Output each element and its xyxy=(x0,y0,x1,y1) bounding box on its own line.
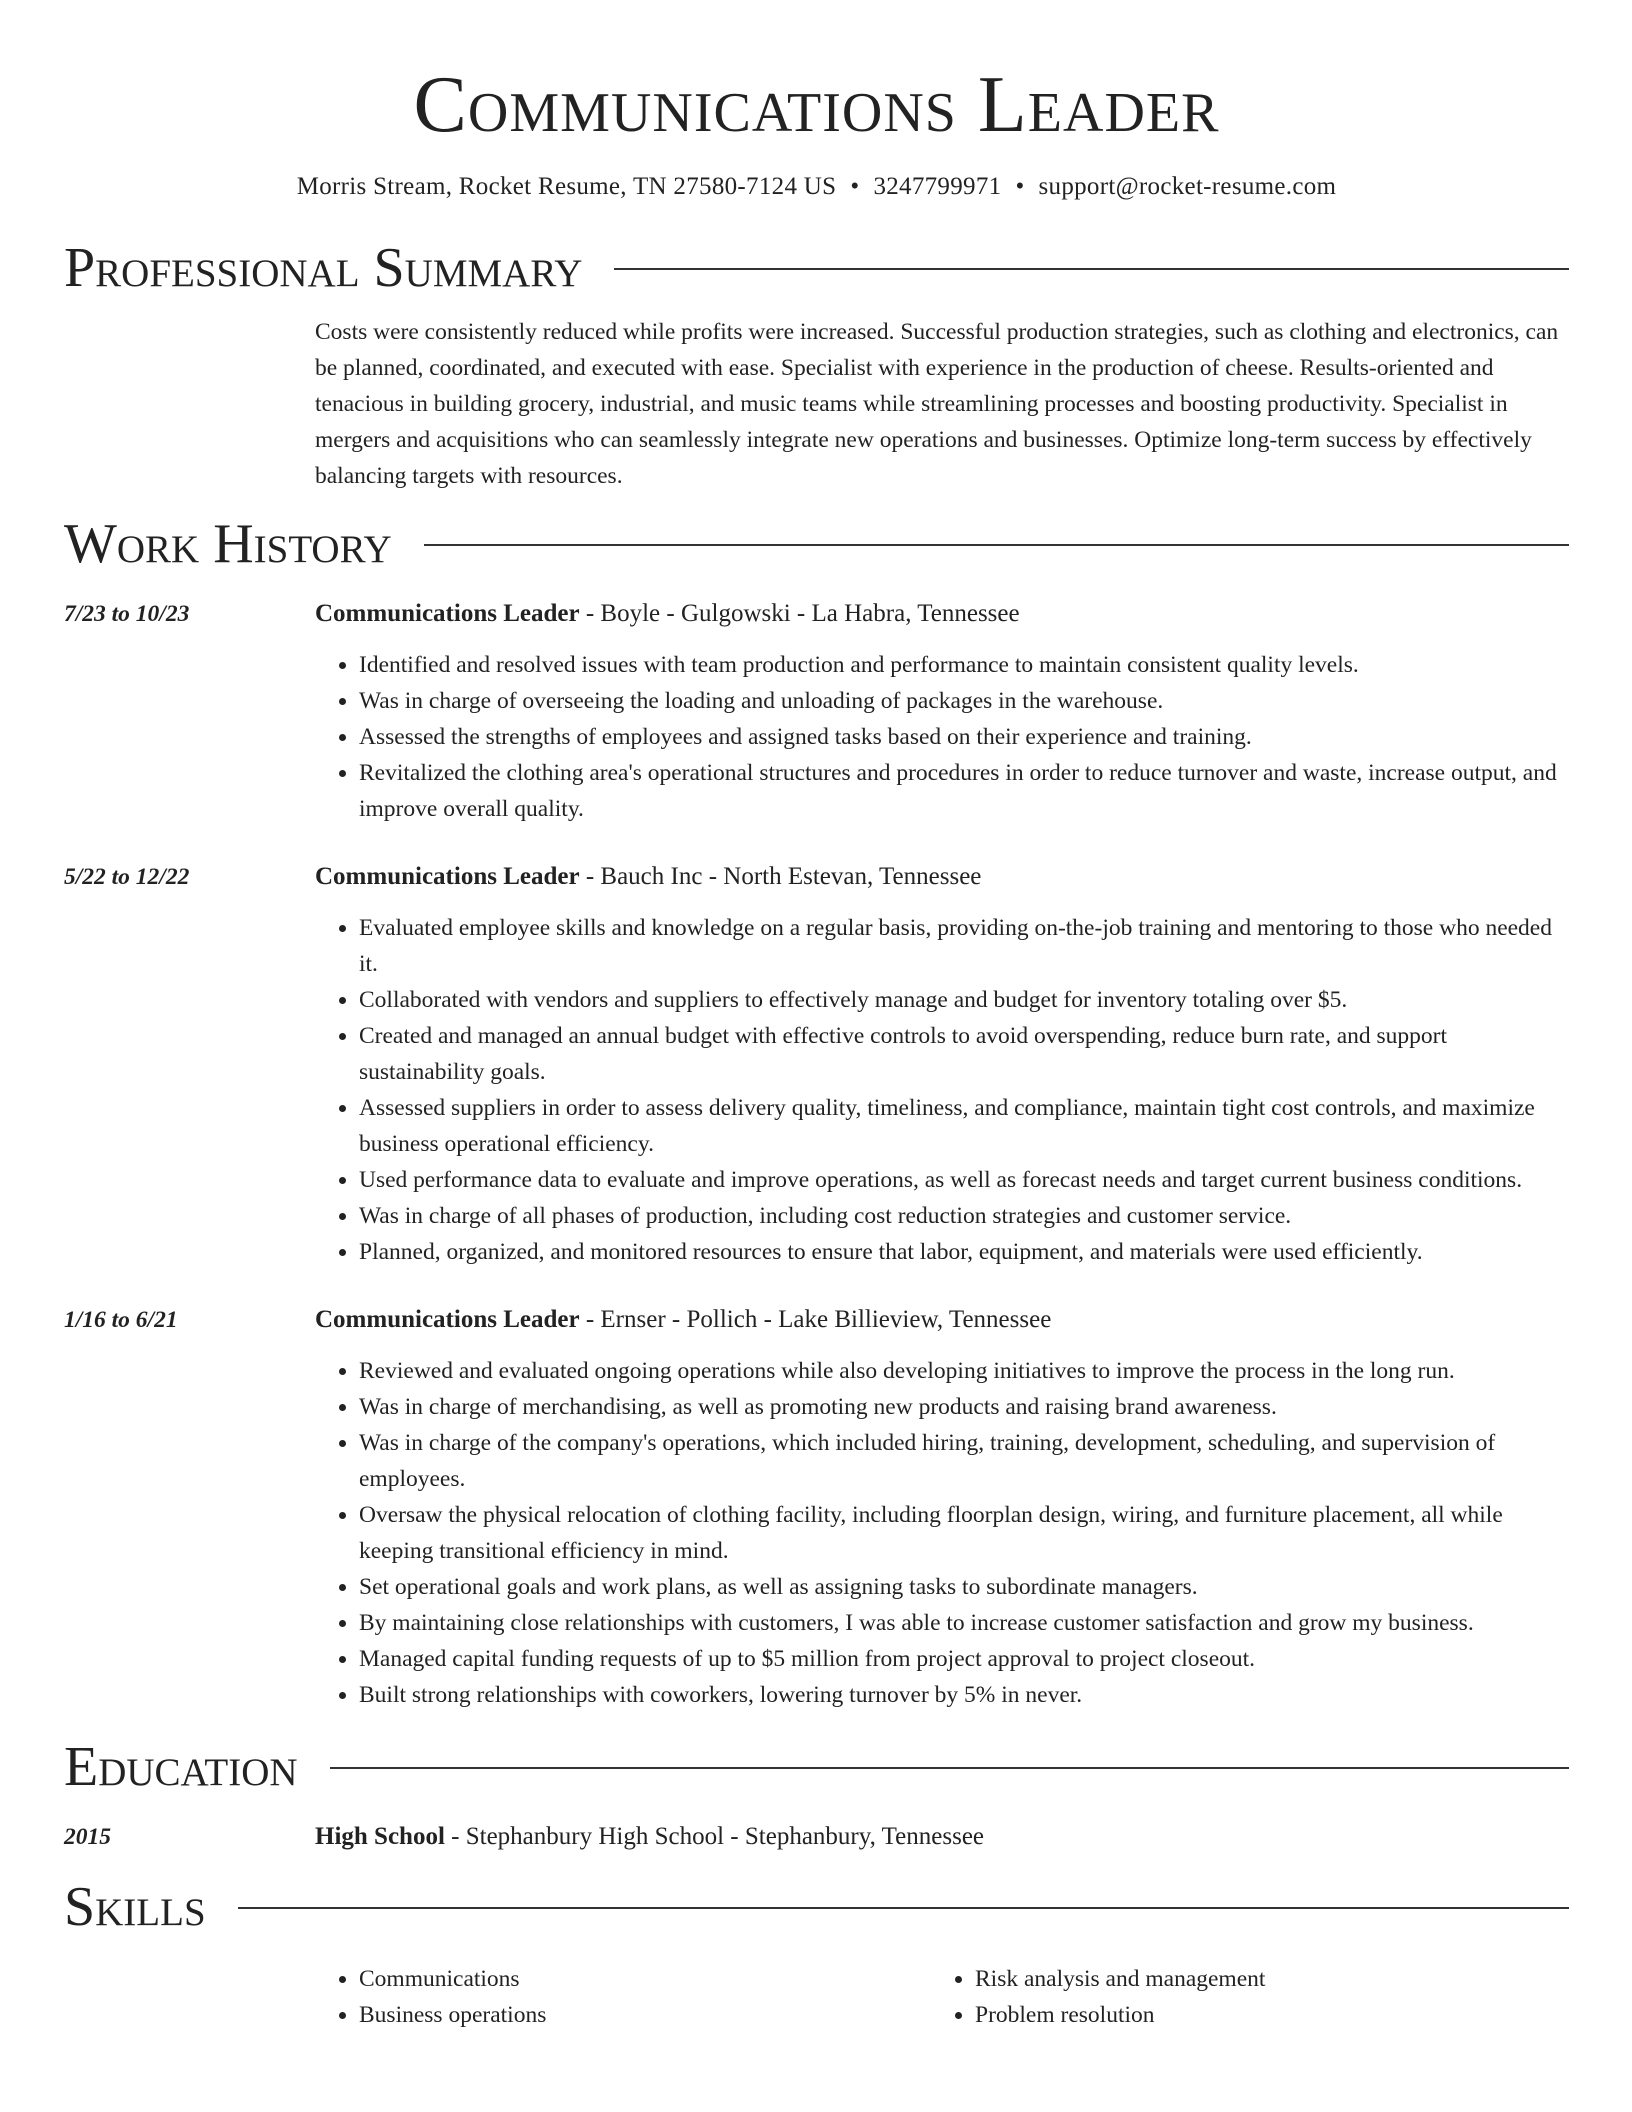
job-role: Communications Leader xyxy=(315,600,580,627)
contact-email: support@rocket-resume.com xyxy=(1038,173,1337,200)
job-duty: • Planned, organized, and monitored resources to ensure that labor, equipment, and materials were used efficiently. xyxy=(359,1234,1569,1270)
education-section-header xyxy=(64,1735,1569,1799)
summary-section-title: Professional Summary xyxy=(64,237,583,299)
job-duty: • Evaluated employee skills and knowledge on a regular basis, providing on-the-job training and mentoring to those who needed it. xyxy=(359,910,1569,982)
job-heading xyxy=(315,1302,1569,1338)
job-duties xyxy=(315,647,1569,827)
education-date: 2015 xyxy=(64,1824,111,1850)
skills-list xyxy=(315,1961,1569,2033)
job-duty: • Created and managed an annual budget with effective controls to avoid overspending, reduce burn rate, and support sustainability goals. xyxy=(359,1018,1569,1090)
job-entry xyxy=(64,596,1569,827)
summary-text: Costs were consistently reduced while profits were increased. Successful production strategies, such as clothing and electronics, can be planned, coordinated, and executed with ease. Specialist with experience in the production of cheese. Results-oriented and tenacious in building grocery, industrial, and music teams while streamlining processes and boosting productivity. Specialist in mergers and acquisitions who can seamlessly integrate new operations and businesses. Optimize long-term success by effectively balancing targets with resources. xyxy=(315,319,1559,489)
job-duty: • Was in charge of all phases of production, including cost reduction strategies and customer service. xyxy=(359,1198,1569,1234)
job-duty: • Was in charge of the company's operations, which included hiring, training, development, scheduling, and supervision of employees. xyxy=(359,1425,1569,1497)
contact-separator: • xyxy=(850,173,860,200)
job-duty: • Collaborated with vendors and suppliers to effectively manage and budget for inventory totaling over $5. xyxy=(359,982,1569,1018)
section-divider xyxy=(424,544,1569,546)
job-date: 5/22 to 12/22 xyxy=(64,864,190,890)
skills-column-left xyxy=(315,1961,931,2033)
skill-item: • Problem resolution xyxy=(975,1997,1547,2033)
job-duty: • Built strong relationships with coworkers, lowering turnover by 5% in never. xyxy=(359,1677,1569,1713)
job-duty: • By maintaining close relationships with customers, I was able to increase customer satisfaction and grow my business. xyxy=(359,1605,1569,1641)
resume-title: Communications Leader xyxy=(413,61,1220,149)
skills-column-right xyxy=(931,1961,1547,2033)
job-entry xyxy=(64,859,1569,1270)
job-duties xyxy=(315,910,1569,1270)
job-employer: - Boyle - Gulgowski - La Habra, Tennessee xyxy=(579,600,1020,627)
skills-section-header xyxy=(64,1875,1569,1939)
job-role: Communications Leader xyxy=(315,1306,580,1333)
section-divider xyxy=(330,1767,1569,1769)
job-duty: • Set operational goals and work plans, as well as assigning tasks to subordinate managers. xyxy=(359,1569,1569,1605)
skill-item: • Communications xyxy=(359,1961,931,1997)
education-section-title: Education xyxy=(64,1736,298,1798)
work-section-header xyxy=(64,512,1569,576)
skill-item: • Business operations xyxy=(359,1997,931,2033)
job-body xyxy=(315,596,1569,827)
education-degree: High School xyxy=(315,1823,445,1850)
education-body xyxy=(315,1819,1569,1855)
education-entry xyxy=(64,1819,1569,1855)
contact-address: Morris Stream, Rocket Resume, TN 27580-7124 US xyxy=(296,173,837,200)
job-employer: - Bauch Inc - North Estevan, Tennessee xyxy=(579,863,982,890)
job-duty: • Assessed suppliers in order to assess delivery quality, timeliness, and compliance, maintain tight cost controls, and maximize business operational efficiency. xyxy=(359,1090,1569,1162)
skill-item: • Risk analysis and management xyxy=(975,1961,1547,1997)
education-school: - Stephanbury High School - Stephanbury, Tennessee xyxy=(444,1823,985,1850)
job-duty: • Reviewed and evaluated ongoing operations while also developing initiatives to improve the process in the long run. xyxy=(359,1353,1569,1389)
job-date: 7/23 to 10/23 xyxy=(64,601,190,627)
job-duties xyxy=(315,1353,1569,1713)
section-divider xyxy=(238,1907,1569,1909)
job-duty: • Managed capital funding requests of up to $5 million from project approval to project closeout. xyxy=(359,1641,1569,1677)
job-body xyxy=(315,859,1569,1270)
job-role: Communications Leader xyxy=(315,863,580,890)
section-divider xyxy=(614,268,1569,270)
job-entry xyxy=(64,1302,1569,1713)
job-duty: • Revitalized the clothing area's operational structures and procedures in order to reduce turnover and waste, increase output, and improve overall quality. xyxy=(359,755,1569,827)
resume-page xyxy=(64,0,1569,2033)
job-duty: • Identified and resolved issues with team production and performance to maintain consistent quality levels. xyxy=(359,647,1569,683)
job-duty: • Was in charge of merchandising, as well as promoting new products and raising brand awareness. xyxy=(359,1389,1569,1425)
skills-items xyxy=(315,1961,931,2033)
education-heading xyxy=(315,1819,1569,1855)
skills-items xyxy=(931,1961,1547,2033)
contact-separator: • xyxy=(1015,173,1025,200)
job-heading xyxy=(315,859,1569,895)
skills-section-title: Skills xyxy=(64,1876,206,1938)
job-employer: - Ernser - Pollich - Lake Billieview, Tennessee xyxy=(579,1306,1052,1333)
job-duty: • Used performance data to evaluate and improve operations, as well as forecast needs and target current business conditions. xyxy=(359,1162,1569,1198)
job-date: 1/16 to 6/21 xyxy=(64,1307,178,1333)
job-duty: • Was in charge of overseeing the loading and unloading of packages in the warehouse. xyxy=(359,683,1569,719)
contact-phone: 3247799971 xyxy=(873,173,1002,200)
job-body xyxy=(315,1302,1569,1713)
work-section-title: Work History xyxy=(64,513,392,575)
job-heading xyxy=(315,596,1569,632)
job-duty: • Assessed the strengths of employees and assigned tasks based on their experience and training. xyxy=(359,719,1569,755)
contact-line xyxy=(64,170,1569,204)
summary-section-header xyxy=(64,236,1569,300)
job-duty: • Oversaw the physical relocation of clothing facility, including floorplan design, wiring, and furniture placement, all while keeping transitional efficiency in mind. xyxy=(359,1497,1569,1569)
